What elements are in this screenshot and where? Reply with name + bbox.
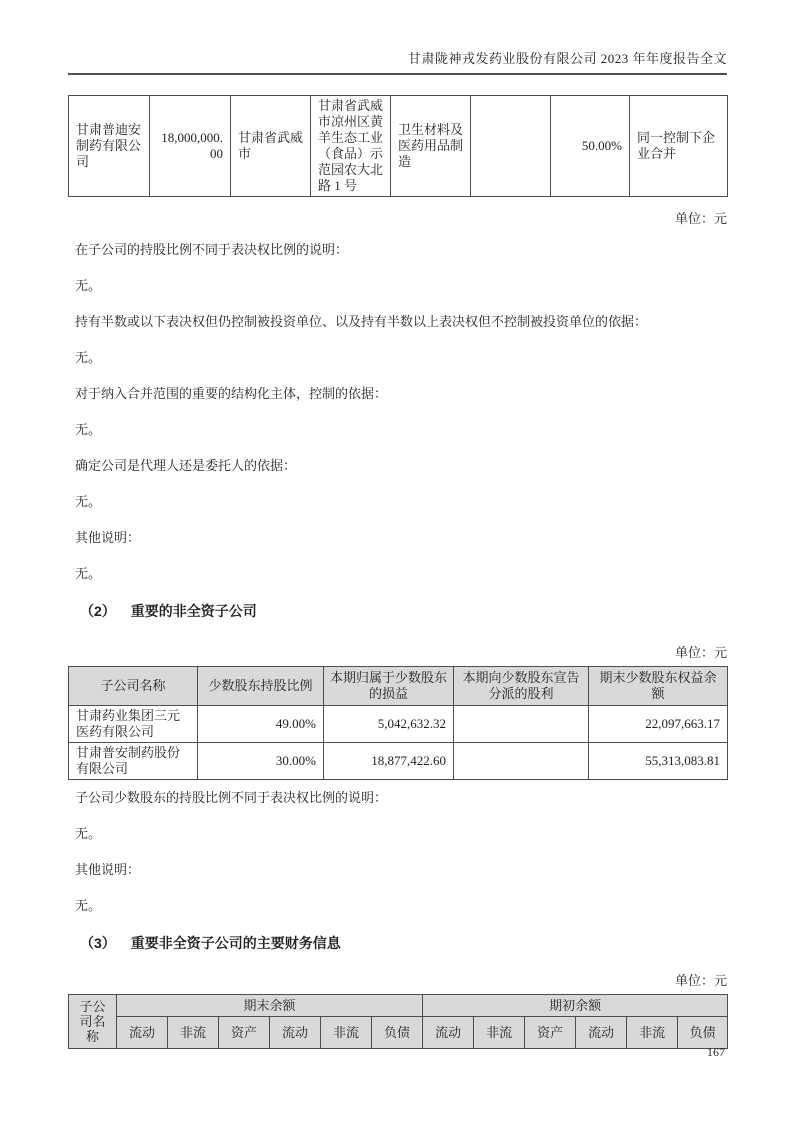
cell-direct-ratio <box>471 96 551 197</box>
sub-header: 负债 <box>372 1017 423 1049</box>
cell-profit: 5,042,632.32 <box>324 706 454 743</box>
running-header <box>68 0 727 75</box>
cell-profit: 18,877,422.60 <box>324 743 454 780</box>
cell-subsidiary-name: 甘肃普迪安制药有限公司 <box>69 96 150 197</box>
cell-equity-balance: 22,097,663.17 <box>589 706 728 743</box>
sub-header: 资产 <box>525 1017 576 1049</box>
cell-registered-capital: 18,000,000.00 <box>150 96 231 197</box>
cell-ratio: 30.00% <box>198 743 324 780</box>
note-text: 确定公司是代理人还是委托人的依据： <box>75 458 297 473</box>
sub-header: 负债 <box>678 1017 728 1049</box>
note-text: 持有半数或以下表决权但仍控制被投资单位、以及持有半数以上表决权但不控制被投资单位的依据： <box>75 314 648 329</box>
unit-label: 单位：元 <box>674 645 727 660</box>
cell-dividend <box>454 706 589 743</box>
note-text: 无。 <box>75 278 102 293</box>
sub-header: 流动 <box>117 1017 168 1049</box>
col-header: 期末少数股东权益余额 <box>589 667 728 706</box>
cell-business-nature: 卫生材料及医药用品制造 <box>391 96 471 197</box>
note-text: 无。 <box>75 898 102 913</box>
sub-header: 非流 <box>321 1017 372 1049</box>
note-text: 无。 <box>75 350 102 365</box>
unit-label: 单位：元 <box>674 211 727 226</box>
cell-subsidiary-name: 甘肃药业集团三元医药有限公司 <box>69 706 198 743</box>
section-title: 重要的非全资子公司 <box>130 603 257 619</box>
sub-header: 非流 <box>627 1017 678 1049</box>
col-header: 子公司名称 <box>69 667 198 706</box>
note-text: 无。 <box>75 566 102 581</box>
subsidiary-detail-table <box>68 95 728 197</box>
table-row <box>69 96 728 197</box>
unit-label: 单位：元 <box>674 973 727 988</box>
note-text: 无。 <box>75 826 102 841</box>
sub-header: 非流 <box>474 1017 525 1049</box>
notes-section-2 <box>68 789 727 915</box>
note-text: 无。 <box>75 494 102 509</box>
note-text: 对于纳入合并范围的重要的结构化主体，控制的依据： <box>75 386 388 401</box>
note-text: 其他说明： <box>75 862 141 877</box>
section-heading-3 <box>68 933 727 953</box>
cell-acquire-method: 同一控制下企业合并 <box>630 96 728 197</box>
col-header: 少数股东持股比例 <box>198 667 324 706</box>
section-title: 重要非全资子公司的主要财务信息 <box>130 935 341 951</box>
note-text: 子公司少数股东的持股比例不同于表决权比例的说明： <box>75 790 388 805</box>
table-row <box>69 743 728 780</box>
table-header-row <box>69 667 728 706</box>
notes-section-1 <box>68 241 727 583</box>
section-number: （2） <box>80 603 116 619</box>
section-heading-2 <box>68 601 727 621</box>
sub-header: 流动 <box>423 1017 474 1049</box>
section-number: （3） <box>80 935 116 951</box>
page-number: 167 <box>707 1045 725 1059</box>
note-text: 无。 <box>75 422 102 437</box>
cell-subsidiary-name: 甘肃普安制药股份有限公司 <box>69 743 198 780</box>
col-header: 本期向少数股东宣告分派的股利 <box>454 667 589 706</box>
sub-header: 非流 <box>168 1017 219 1049</box>
table-subheader-row <box>69 1017 728 1049</box>
sub-header: 流动 <box>270 1017 321 1049</box>
cell-location: 甘肃省武威市 <box>231 96 311 197</box>
financial-info-table <box>68 994 728 1049</box>
sub-header: 资产 <box>219 1017 270 1049</box>
cell-dividend <box>454 743 589 780</box>
note-text: 其他说明： <box>75 530 141 545</box>
minority-interest-table <box>68 666 728 780</box>
cell-equity-balance: 55,313,083.81 <box>589 743 728 780</box>
sub-header: 流动 <box>576 1017 627 1049</box>
cell-ratio: 49.00% <box>198 706 324 743</box>
col-header-subsidiary: 子公司名称 <box>69 995 117 1049</box>
col-header: 本期归属于少数股东的损益 <box>324 667 454 706</box>
table-group-header-row <box>69 995 728 1017</box>
note-text: 在子公司的持股比例不同于表决权比例的说明： <box>75 242 349 257</box>
table-row <box>69 706 728 743</box>
cell-address: 甘肃省武威市凉州区黄羊生态工业（食品）示范园农大北路 1 号 <box>311 96 391 197</box>
group-header-ending-balance: 期末余额 <box>117 995 423 1017</box>
cell-indirect-ratio: 50.00% <box>551 96 630 197</box>
report-title: 甘肃陇神戎发药业股份有限公司 2023 年年度报告全文 <box>407 51 727 66</box>
group-header-beginning-balance: 期初余额 <box>423 995 728 1017</box>
